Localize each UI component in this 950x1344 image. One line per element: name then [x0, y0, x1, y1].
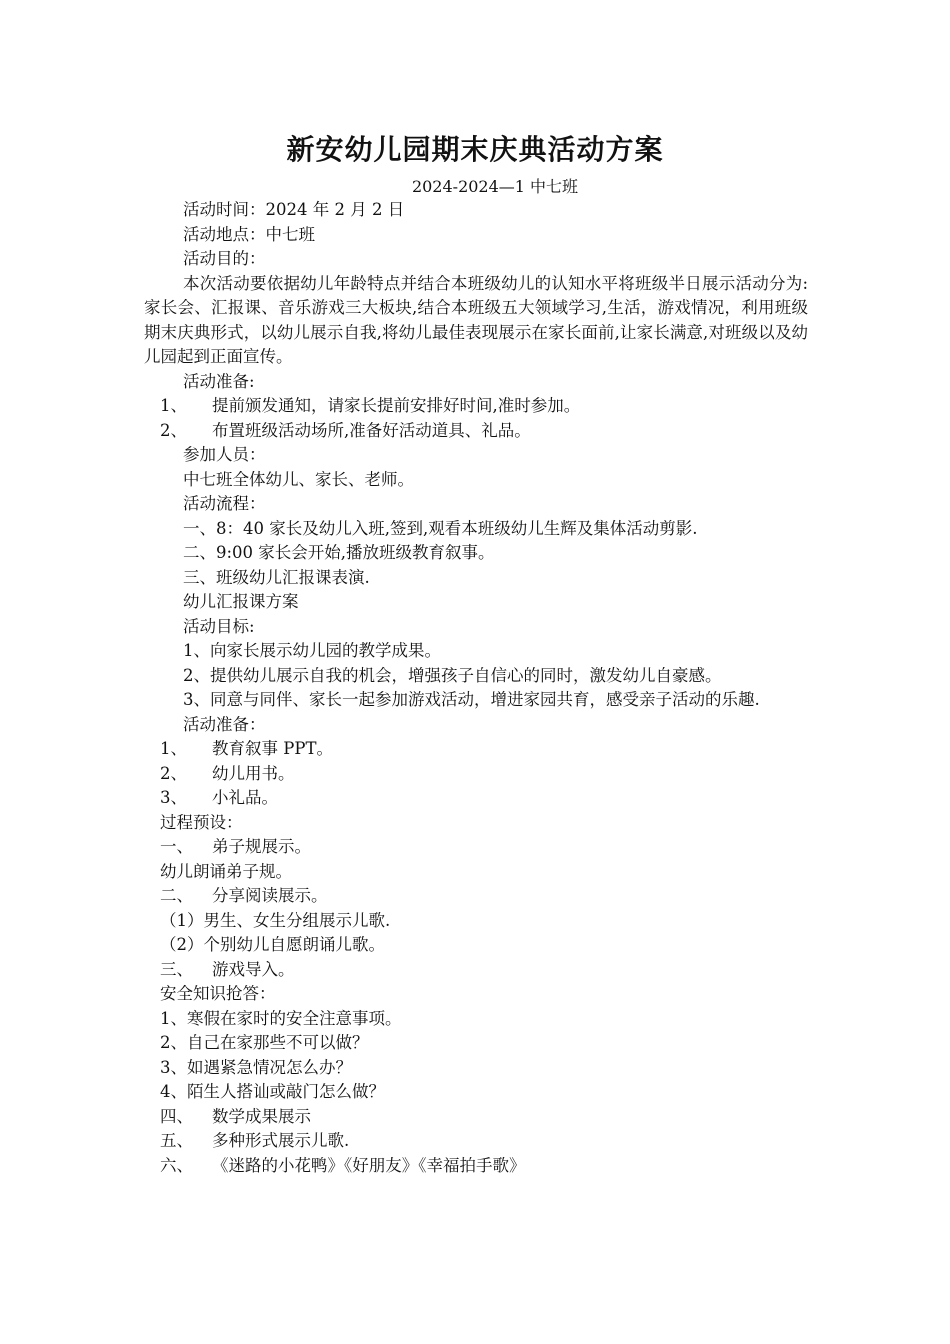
text-line: 幼儿汇报课方案	[183, 592, 299, 611]
text-line: 三、班级幼儿汇报课表演.	[183, 567, 370, 587]
text-line: 1、寒假在家时的安全注意事项。	[160, 1008, 402, 1028]
item-text: 游戏导入。	[212, 959, 295, 979]
item-text: 布置班级活动场所,准备好活动道具、礼品。	[212, 420, 531, 440]
text-line: 2、自己在家那些不可以做？	[160, 1033, 369, 1052]
item-text: 数学成果展示	[212, 1106, 311, 1126]
text-line: 活动准备:	[183, 371, 255, 391]
text-line: 参加人员：	[183, 445, 266, 464]
text-line: 4、陌生人搭讪或敲门怎么做？	[160, 1082, 385, 1101]
item-number: 2、	[160, 763, 187, 783]
item-text: 教育叙事 PPT。	[212, 739, 333, 758]
numbered-item	[144, 884, 808, 909]
text-line: 1、向家长展示幼儿园的教学成果。	[183, 641, 441, 660]
text-line: 活动目标:	[183, 616, 255, 636]
item-text: 幼儿用书。	[212, 763, 295, 783]
item-text: 分享阅读展示。	[212, 886, 328, 905]
item-number: 1、	[160, 396, 187, 415]
numbered-item	[144, 786, 808, 811]
numbered-item	[144, 737, 808, 762]
text-line: （2）个别幼儿自愿朗诵儿歌。	[160, 935, 385, 954]
text-line: 二、9:00 家长会开始,播放班级教育叙事。	[183, 543, 495, 562]
numbered-item	[144, 1105, 808, 1130]
text-line: 中七班全体幼儿、家长、老师。	[183, 469, 414, 489]
item-text: 提前颁发通知，请家长提前安排好时间,准时参加。	[212, 396, 581, 415]
text-line: 2、提供幼儿展示自我的机会，增强孩子自信心的同时，激发幼儿自豪感。	[183, 665, 722, 685]
text-line: 活动地点：中七班	[183, 224, 315, 244]
text-line: 活动目的：	[183, 249, 266, 268]
item-number: 五、	[160, 1131, 193, 1150]
item-number: 一、	[160, 837, 193, 856]
item-number: 3、	[160, 788, 187, 807]
text-line: 幼儿朗诵弟子规。	[160, 861, 292, 881]
text-line: 活动时间：2024 年 2 月 2 日	[183, 200, 405, 219]
text-line: 活动流程：	[183, 494, 266, 513]
item-text: 多种形式展示儿歌.	[212, 1131, 350, 1150]
text-paragraph: 3、同意与同伴、家长一起参加游戏活动，增进家园共育，感受亲子活动的乐趣.	[183, 690, 760, 709]
item-number: 1、	[160, 739, 187, 758]
numbered-item	[144, 762, 808, 787]
text-line: （1）男生、女生分组展示儿歌.	[160, 910, 391, 930]
item-text: 弟子规展示。	[212, 837, 311, 856]
item-number: 二、	[160, 886, 193, 905]
numbered-item	[144, 394, 808, 419]
text-line: 3、如遇紧急情况怎么办？	[160, 1057, 352, 1077]
item-text: 小礼品。	[212, 788, 278, 807]
numbered-item	[144, 958, 808, 983]
numbered-item	[144, 835, 808, 860]
document-title: 新安幼儿园期末庆典活动方案	[286, 133, 664, 166]
numbered-item	[144, 1129, 808, 1154]
document-body	[144, 198, 808, 1178]
text-line: 安全知识抢答：	[160, 984, 276, 1003]
item-number: 2、	[160, 420, 187, 440]
text-line: 活动准备：	[183, 714, 266, 734]
document-subtitle: 2024-2024—1 中七班	[411, 177, 579, 196]
item-text: 《迷路的小花鸭》《好朋友》《幸福拍手歌》	[212, 1155, 526, 1175]
item-number: 四、	[160, 1106, 193, 1126]
text-paragraph: 本次活动要依据幼儿年龄特点并结合本班级幼儿的认知水平将班级半日展示活动分为:家长会、汇报课、音乐游戏三大板块,结合本班级五大领域学习,生活，游戏情况，利用班级期末庆典形式，以幼儿展示自我,将幼儿最佳表现展示在家长面前,让家长满意,对班级以及幼儿园起到正面宣传。	[144, 273, 808, 366]
numbered-item	[144, 419, 808, 444]
item-number: 三、	[160, 959, 193, 979]
text-line: 过程预设：	[160, 812, 243, 832]
item-number: 六、	[160, 1155, 193, 1175]
numbered-item	[144, 1154, 808, 1179]
text-line: 一、8：40 家长及幼儿入班,签到,观看本班级幼儿生辉及集体活动剪影.	[183, 518, 698, 538]
